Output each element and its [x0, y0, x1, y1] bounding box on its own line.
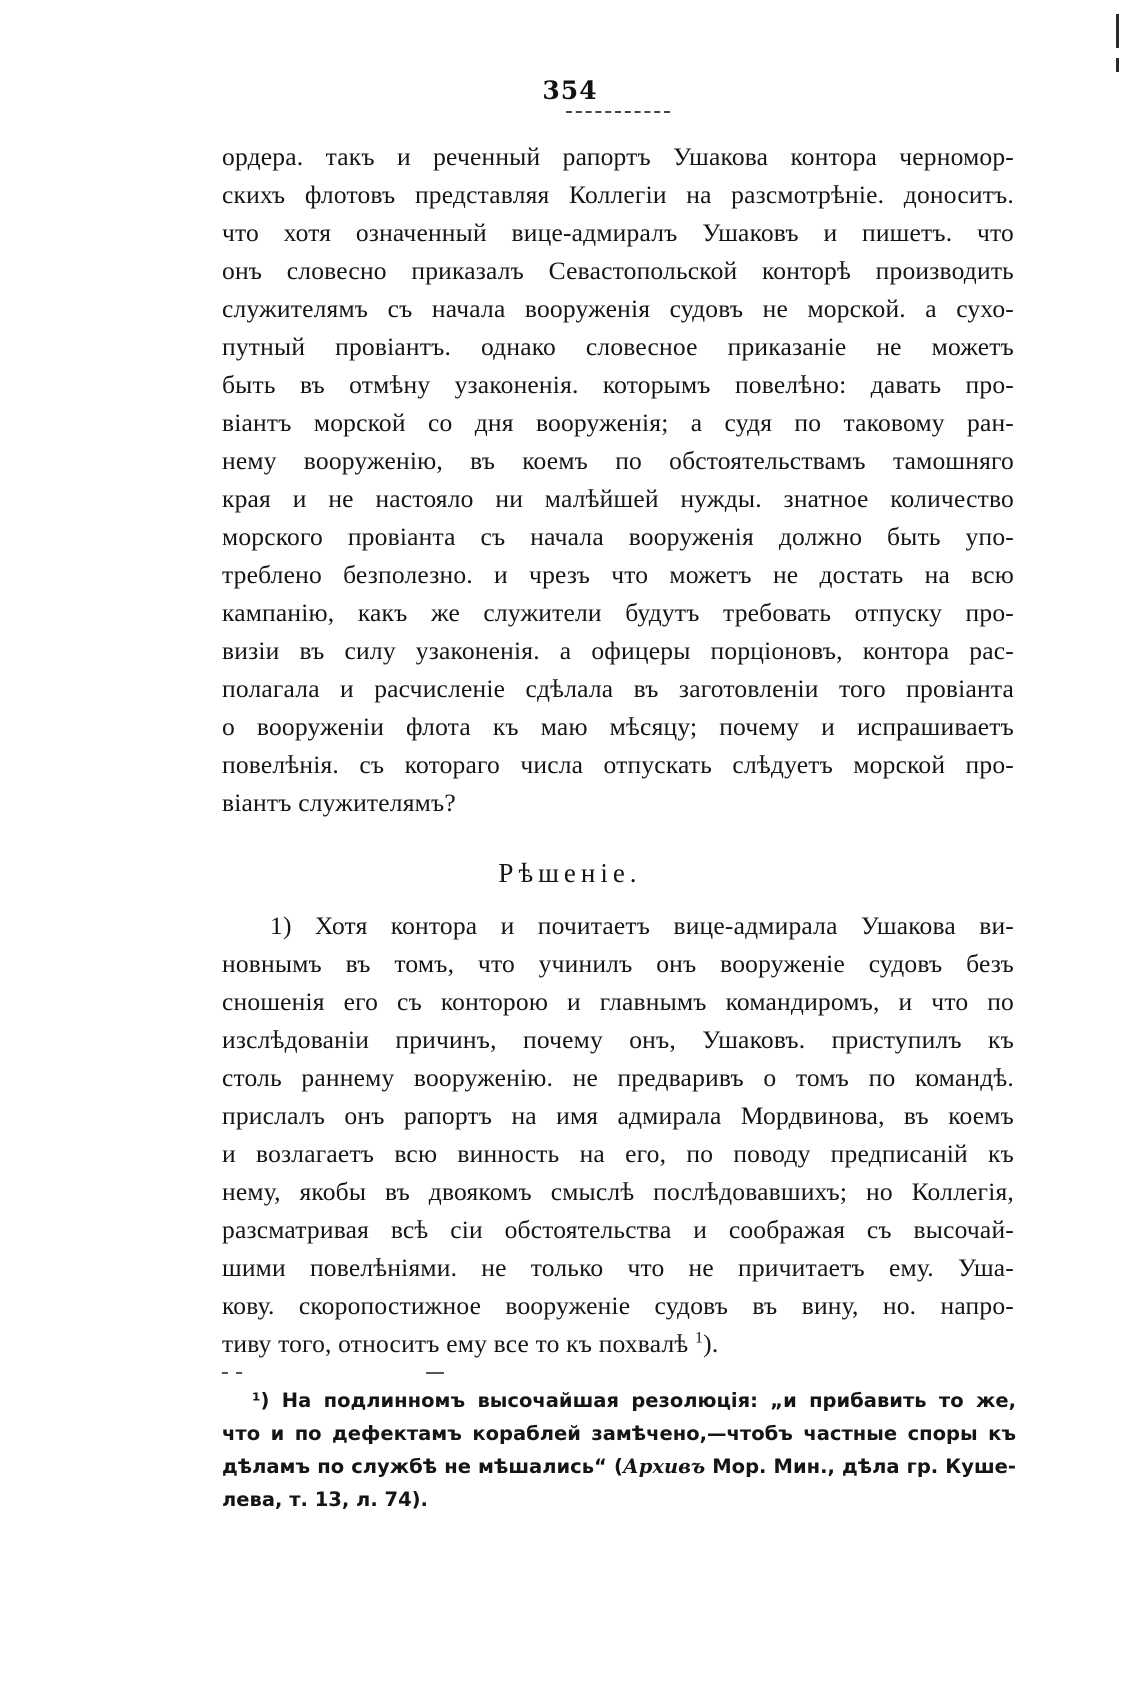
footnote-reference[interactable]: 1 — [695, 1329, 704, 1347]
text-line: и возлагаетъ всю винность на его, по поводу предписаній къ — [222, 1139, 1014, 1168]
text-line: разсматривая всѣ сіи обстоятельства и соображая съ высочай- — [222, 1215, 1014, 1244]
footnote-line: что и по дефектамъ кораблей замѣчено,—чтобъ частные споры къ — [222, 1422, 1016, 1445]
scan-edge-mark — [1116, 58, 1119, 72]
footnote-text: На подлинномъ высочайшая резолюція: „и прибавить то же, — [281, 1389, 1016, 1412]
text-line: столь раннему вооруженію. не предваривъ о томъ по командѣ. — [222, 1063, 1014, 1092]
text-line: нему вооруженію, въ коемъ по обстоятельствамъ тамошняго — [222, 446, 1014, 475]
text-line: ордера. такъ и реченный рапортъ Ушакова контора черномор- — [222, 142, 1014, 171]
body-paragraph — [222, 138, 1014, 822]
scan-edge-mark — [1116, 14, 1119, 48]
text-line: изслѣдованіи причинъ, почему онъ, Ушаковъ. приступилъ къ — [222, 1025, 1014, 1054]
section-heading: Рѣшеніе. — [498, 858, 642, 888]
resolution-paragraph — [222, 907, 1014, 1363]
closing-punctuation: ). — [703, 1329, 719, 1358]
text-line: путный провіантъ. однако словесное приказаніе не можетъ — [222, 332, 1014, 361]
text-line-content: тиву того, относитъ ему все то къ похвалѣ — [222, 1329, 689, 1358]
text-line: что хотя означенный вице-адмиралъ Ушаковъ и пишетъ. что — [222, 218, 1014, 247]
text-line: 1) Хотя контора и почитаетъ вице-адмирала Ушакова ви- — [270, 911, 1014, 940]
text-line: скихъ флотовъ представляя Коллегіи на разсмотрѣніе. доноситъ. — [222, 180, 1014, 209]
footnote-text: дѣламъ по службѣ не мѣшались“ ( — [222, 1455, 623, 1478]
text-line: нему, якобы въ двоякомъ смыслѣ послѣдовавшихъ; но Коллегія, — [222, 1177, 1014, 1206]
text-line: віантъ служителямъ? — [222, 788, 456, 817]
text-line: быть въ отмѣну узаконенія. которымъ повелѣно: давать про- — [222, 370, 1014, 399]
text-line: прислалъ онъ рапортъ на имя адмирала Мордвинова, въ коемъ — [222, 1101, 1014, 1130]
footnote-separator — [222, 1372, 482, 1378]
footnote-line: лева, т. 13, л. 74). — [222, 1488, 428, 1511]
text-line-final — [222, 1325, 1014, 1363]
text-line: повелѣнія. съ котораго числа отпускать слѣдуетъ морской про- — [222, 750, 1014, 779]
text-line: віантъ морской со дня вооруженія; а судя по таковому ран- — [222, 408, 1014, 437]
page-header — [0, 76, 1140, 105]
footnote — [222, 1384, 1016, 1516]
text-line: шими повелѣніями. не только что не причитаетъ ему. Уша- — [222, 1253, 1014, 1282]
text-line: служителямъ съ начала вооруженія судовъ не морской. а сухо- — [222, 294, 1014, 323]
text-line: сношенія его съ конторою и главнымъ командиромъ, и что по — [222, 987, 1014, 1016]
page-number: 354 — [542, 76, 598, 105]
footnote-marker: ¹) — [252, 1389, 270, 1412]
footnote-line — [222, 1384, 1016, 1417]
text-line: визіи въ силу узаконенія. а офицеры порціоновъ, контора рас- — [222, 636, 1014, 665]
text-line: кову. скоропостижное вооруженіе судовъ въ вину, но. напро- — [222, 1291, 1014, 1320]
text-line: кампанію, какъ же служители будутъ требовать отпуску про- — [222, 598, 1014, 627]
text-line: морского провіанта съ начала вооруженія должно быть упо- — [222, 522, 1014, 551]
text-line: новнымъ въ томъ, что учинилъ онъ вооруженіе судовъ безъ — [222, 949, 1014, 978]
text-line: треблено безполезно. и чрезъ что можетъ не достать на всю — [222, 560, 1014, 589]
footnote-line — [222, 1450, 1016, 1483]
footnote-text: Мор. Мин., дѣла гр. Куше- — [705, 1455, 1016, 1478]
text-line: онъ словесно приказалъ Севастопольской конторѣ производить — [222, 256, 1014, 285]
header-rule — [566, 111, 670, 113]
text-line: полагала и расчисленіе сдѣлала въ заготовленіи того провіанта — [222, 674, 1014, 703]
archive-citation: Архивъ — [622, 1455, 706, 1478]
text-line: края и не настояло ни малѣйшей нужды. знатное количество — [222, 484, 1014, 513]
text-line: о вооруженіи флота къ маю мѣсяцу; почему и испрашиваетъ — [222, 712, 1014, 741]
